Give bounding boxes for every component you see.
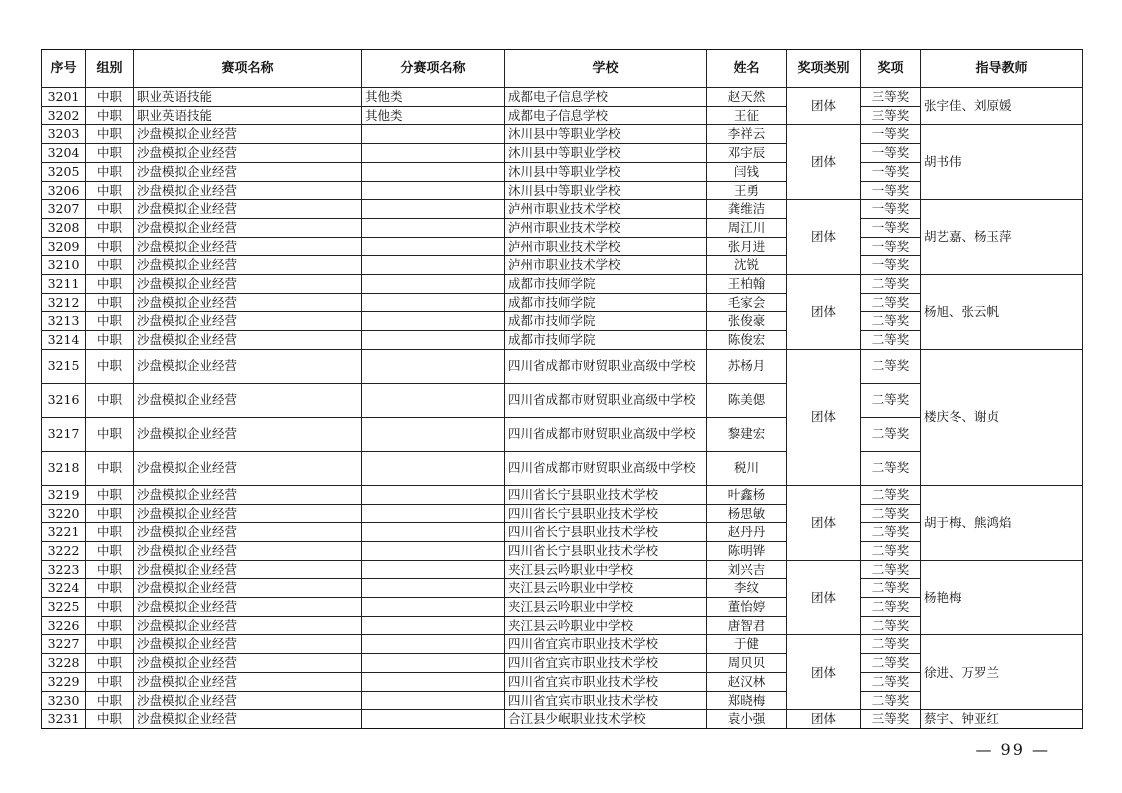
- cell-group: 中职: [86, 275, 134, 294]
- cell-group: 中职: [86, 598, 134, 617]
- cell-sub-event: [362, 616, 505, 635]
- cell-sub-event: [362, 349, 505, 383]
- cell-group: 中职: [86, 710, 134, 729]
- cell-event: 沙盘模拟企业经营: [134, 417, 362, 451]
- cell-group: 中职: [86, 293, 134, 312]
- cell-event: 沙盘模拟企业经营: [134, 654, 362, 673]
- cell-group: 中职: [86, 560, 134, 579]
- cell-teacher: 胡艺嘉、杨玉萍: [921, 200, 1083, 275]
- col-header-teacher: 指导教师: [921, 50, 1083, 88]
- cell-school: 四川省成都市财贸职业高级中学校: [505, 349, 707, 383]
- cell-group: 中职: [86, 654, 134, 673]
- cell-school: 四川省长宁县职业技术学校: [505, 523, 707, 542]
- cell-sub-event: [362, 451, 505, 485]
- cell-award: 一等奖: [861, 162, 921, 181]
- cell-no: 3221: [42, 523, 86, 542]
- cell-award: 一等奖: [861, 200, 921, 219]
- cell-award: 一等奖: [861, 218, 921, 237]
- cell-name: 李纹: [707, 579, 787, 598]
- cell-school: 泸州市职业技术学校: [505, 200, 707, 219]
- cell-group: 中职: [86, 88, 134, 107]
- cell-award-category: 团体: [787, 125, 861, 200]
- cell-group: 中职: [86, 162, 134, 181]
- cell-group: 中职: [86, 106, 134, 125]
- cell-sub-event: [362, 598, 505, 617]
- cell-group: 中职: [86, 504, 134, 523]
- cell-group: 中职: [86, 383, 134, 417]
- cell-award: 二等奖: [861, 451, 921, 485]
- cell-group: 中职: [86, 485, 134, 504]
- cell-event: 沙盘模拟企业经营: [134, 635, 362, 654]
- cell-sub-event: [362, 523, 505, 542]
- cell-sub-event: [362, 256, 505, 275]
- cell-no: 3218: [42, 451, 86, 485]
- cell-school: 夹江县云吟职业中学校: [505, 598, 707, 617]
- cell-name: 王征: [707, 106, 787, 125]
- cell-group: 中职: [86, 237, 134, 256]
- cell-group: 中职: [86, 200, 134, 219]
- cell-no: 3227: [42, 635, 86, 654]
- cell-sub-event: [362, 144, 505, 163]
- cell-name: 张月进: [707, 237, 787, 256]
- header-row: [42, 50, 1083, 88]
- cell-name: 周贝贝: [707, 654, 787, 673]
- cell-sub-event: [362, 218, 505, 237]
- cell-sub-event: [362, 162, 505, 181]
- cell-no: 3204: [42, 144, 86, 163]
- table-row: [42, 200, 1083, 219]
- cell-no: 3210: [42, 256, 86, 275]
- cell-sub-event: 其他类: [362, 106, 505, 125]
- cell-sub-event: [362, 200, 505, 219]
- cell-name: 苏杨月: [707, 349, 787, 383]
- cell-award: 二等奖: [861, 312, 921, 331]
- cell-award: 一等奖: [861, 125, 921, 144]
- table-row: [42, 349, 1083, 383]
- col-header-award: 奖项: [861, 50, 921, 88]
- cell-award: 一等奖: [861, 144, 921, 163]
- cell-group: 中职: [86, 125, 134, 144]
- table-row: [42, 635, 1083, 654]
- cell-sub-event: [362, 383, 505, 417]
- cell-event: 职业英语技能: [134, 88, 362, 107]
- cell-group: 中职: [86, 349, 134, 383]
- cell-name: 赵汉林: [707, 672, 787, 691]
- cell-award: 一等奖: [861, 181, 921, 200]
- cell-school: 沐川县中等职业学校: [505, 125, 707, 144]
- cell-group: 中职: [86, 579, 134, 598]
- cell-name: 沈锐: [707, 256, 787, 275]
- cell-event: 沙盘模拟企业经营: [134, 710, 362, 729]
- cell-sub-event: [362, 485, 505, 504]
- cell-sub-event: [362, 331, 505, 350]
- cell-group: 中职: [86, 312, 134, 331]
- cell-teacher: 杨艳梅: [921, 560, 1083, 635]
- cell-no: 3205: [42, 162, 86, 181]
- col-header-sub-event: 分赛项名称: [362, 50, 505, 88]
- cell-group: 中职: [86, 144, 134, 163]
- cell-no: 3230: [42, 691, 86, 710]
- cell-name: 毛家会: [707, 293, 787, 312]
- cell-school: 四川省成都市财贸职业高级中学校: [505, 383, 707, 417]
- table-row: [42, 485, 1083, 504]
- cell-no: 3219: [42, 485, 86, 504]
- cell-name: 袁小强: [707, 710, 787, 729]
- cell-teacher: 胡书伟: [921, 125, 1083, 200]
- cell-name: 闫钱: [707, 162, 787, 181]
- cell-award: 一等奖: [861, 256, 921, 275]
- cell-award-category: 团体: [787, 635, 861, 710]
- cell-teacher: 胡于梅、熊鸿焰: [921, 485, 1083, 560]
- cell-event: 职业英语技能: [134, 106, 362, 125]
- cell-school: 成都市技师学院: [505, 312, 707, 331]
- cell-event: 沙盘模拟企业经营: [134, 451, 362, 485]
- cell-group: 中职: [86, 417, 134, 451]
- cell-school: 成都电子信息学校: [505, 88, 707, 107]
- cell-name: 税川: [707, 451, 787, 485]
- cell-event: 沙盘模拟企业经营: [134, 144, 362, 163]
- cell-sub-event: [362, 710, 505, 729]
- cell-no: 3225: [42, 598, 86, 617]
- cell-award: 二等奖: [861, 672, 921, 691]
- cell-name: 邓宇辰: [707, 144, 787, 163]
- cell-school: 夹江县云吟职业中学校: [505, 560, 707, 579]
- cell-award: 二等奖: [861, 293, 921, 312]
- cell-no: 3213: [42, 312, 86, 331]
- cell-school: 泸州市职业技术学校: [505, 237, 707, 256]
- cell-sub-event: [362, 275, 505, 294]
- table-row: [42, 125, 1083, 144]
- cell-no: 3215: [42, 349, 86, 383]
- cell-school: 泸州市职业技术学校: [505, 256, 707, 275]
- table-row: [42, 275, 1083, 294]
- cell-no: 3208: [42, 218, 86, 237]
- cell-sub-event: [362, 579, 505, 598]
- col-header-award-category: 奖项类别: [787, 50, 861, 88]
- cell-no: 3223: [42, 560, 86, 579]
- cell-name: 叶鑫杨: [707, 485, 787, 504]
- cell-no: 3222: [42, 541, 86, 560]
- cell-school: 沐川县中等职业学校: [505, 162, 707, 181]
- table-row: [42, 560, 1083, 579]
- cell-sub-event: [362, 541, 505, 560]
- cell-school: 四川省成都市财贸职业高级中学校: [505, 451, 707, 485]
- cell-teacher: 杨旭、张云帆: [921, 275, 1083, 350]
- cell-group: 中职: [86, 523, 134, 542]
- cell-sub-event: [362, 691, 505, 710]
- cell-school: 四川省宜宾市职业技术学校: [505, 691, 707, 710]
- cell-name: 周江川: [707, 218, 787, 237]
- cell-award: 二等奖: [861, 598, 921, 617]
- cell-name: 王柏翰: [707, 275, 787, 294]
- cell-no: 3212: [42, 293, 86, 312]
- cell-event: 沙盘模拟企业经营: [134, 218, 362, 237]
- cell-group: 中职: [86, 691, 134, 710]
- cell-no: 3201: [42, 88, 86, 107]
- cell-name: 陈美偲: [707, 383, 787, 417]
- col-header-name: 姓名: [707, 50, 787, 88]
- cell-school: 成都电子信息学校: [505, 106, 707, 125]
- cell-award: 二等奖: [861, 349, 921, 383]
- cell-award: 二等奖: [861, 417, 921, 451]
- cell-award: 二等奖: [861, 523, 921, 542]
- cell-sub-event: [362, 417, 505, 451]
- cell-name: 杨思敏: [707, 504, 787, 523]
- cell-teacher: 蔡宇、钟亚红: [921, 710, 1083, 729]
- cell-award: 二等奖: [861, 635, 921, 654]
- cell-award: 二等奖: [861, 654, 921, 673]
- cell-no: 3229: [42, 672, 86, 691]
- cell-event: 沙盘模拟企业经营: [134, 275, 362, 294]
- cell-award-category: 团体: [787, 200, 861, 275]
- cell-school: 夹江县云吟职业中学校: [505, 579, 707, 598]
- cell-award: 二等奖: [861, 383, 921, 417]
- cell-name: 于健: [707, 635, 787, 654]
- cell-event: 沙盘模拟企业经营: [134, 293, 362, 312]
- cell-sub-event: [362, 181, 505, 200]
- cell-sub-event: [362, 312, 505, 331]
- cell-name: 王勇: [707, 181, 787, 200]
- cell-teacher: 楼庆冬、谢贞: [921, 349, 1083, 485]
- cell-event: 沙盘模拟企业经营: [134, 598, 362, 617]
- col-header-event: 赛项名称: [134, 50, 362, 88]
- cell-award: 二等奖: [861, 275, 921, 294]
- cell-award: 二等奖: [861, 541, 921, 560]
- cell-school: 四川省成都市财贸职业高级中学校: [505, 417, 707, 451]
- cell-sub-event: [362, 560, 505, 579]
- cell-no: 3220: [42, 504, 86, 523]
- cell-teacher: 张宇佳、刘原媛: [921, 88, 1083, 125]
- cell-event: 沙盘模拟企业经营: [134, 181, 362, 200]
- cell-award: 二等奖: [861, 691, 921, 710]
- cell-no: 3206: [42, 181, 86, 200]
- cell-group: 中职: [86, 451, 134, 485]
- cell-school: 四川省长宁县职业技术学校: [505, 485, 707, 504]
- cell-group: 中职: [86, 256, 134, 275]
- cell-school: 成都市技师学院: [505, 275, 707, 294]
- cell-award-category: 团体: [787, 560, 861, 635]
- cell-school: 合江县少岷职业技术学校: [505, 710, 707, 729]
- cell-event: 沙盘模拟企业经营: [134, 672, 362, 691]
- cell-event: 沙盘模拟企业经营: [134, 523, 362, 542]
- cell-school: 成都市技师学院: [505, 293, 707, 312]
- cell-school: 沐川县中等职业学校: [505, 144, 707, 163]
- cell-award: 一等奖: [861, 237, 921, 256]
- page-number: — 99 —: [975, 740, 1050, 759]
- cell-no: 3231: [42, 710, 86, 729]
- cell-name: 郑晓梅: [707, 691, 787, 710]
- cell-event: 沙盘模拟企业经营: [134, 691, 362, 710]
- table-row: [42, 710, 1083, 729]
- cell-no: 3228: [42, 654, 86, 673]
- cell-group: 中职: [86, 635, 134, 654]
- cell-event: 沙盘模拟企业经营: [134, 256, 362, 275]
- cell-no: 3224: [42, 579, 86, 598]
- cell-award-category: 团体: [787, 710, 861, 729]
- cell-award: 二等奖: [861, 579, 921, 598]
- cell-name: 龚维洁: [707, 200, 787, 219]
- cell-event: 沙盘模拟企业经营: [134, 237, 362, 256]
- cell-award-category: 团体: [787, 275, 861, 350]
- cell-sub-event: [362, 635, 505, 654]
- cell-event: 沙盘模拟企业经营: [134, 579, 362, 598]
- cell-award-category: 团体: [787, 485, 861, 560]
- cell-name: 赵丹丹: [707, 523, 787, 542]
- cell-school: 四川省长宁县职业技术学校: [505, 541, 707, 560]
- cell-event: 沙盘模拟企业经营: [134, 162, 362, 181]
- cell-no: 3202: [42, 106, 86, 125]
- cell-group: 中职: [86, 331, 134, 350]
- cell-school: 四川省长宁县职业技术学校: [505, 504, 707, 523]
- cell-award: 二等奖: [861, 560, 921, 579]
- cell-school: 成都市技师学院: [505, 331, 707, 350]
- cell-group: 中职: [86, 181, 134, 200]
- cell-teacher: 徐进、万罗兰: [921, 635, 1083, 710]
- cell-group: 中职: [86, 218, 134, 237]
- cell-name: 赵天然: [707, 88, 787, 107]
- cell-award-category: 团体: [787, 349, 861, 485]
- cell-school: 四川省宜宾市职业技术学校: [505, 654, 707, 673]
- cell-name: 唐智君: [707, 616, 787, 635]
- cell-award: 三等奖: [861, 88, 921, 107]
- cell-award: 二等奖: [861, 485, 921, 504]
- cell-school: 四川省宜宾市职业技术学校: [505, 635, 707, 654]
- cell-sub-event: [362, 504, 505, 523]
- cell-award: 三等奖: [861, 106, 921, 125]
- cell-event: 沙盘模拟企业经营: [134, 504, 362, 523]
- cell-sub-event: 其他类: [362, 88, 505, 107]
- col-header-no: 序号: [42, 50, 86, 88]
- cell-school: 夹江县云吟职业中学校: [505, 616, 707, 635]
- cell-event: 沙盘模拟企业经营: [134, 616, 362, 635]
- cell-name: 黎建宏: [707, 417, 787, 451]
- cell-award: 二等奖: [861, 616, 921, 635]
- cell-name: 刘兴吉: [707, 560, 787, 579]
- cell-group: 中职: [86, 672, 134, 691]
- cell-event: 沙盘模拟企业经营: [134, 383, 362, 417]
- cell-name: 董怡婷: [707, 598, 787, 617]
- col-header-school: 学校: [505, 50, 707, 88]
- col-header-group: 组别: [86, 50, 134, 88]
- cell-event: 沙盘模拟企业经营: [134, 560, 362, 579]
- cell-no: 3217: [42, 417, 86, 451]
- cell-sub-event: [362, 654, 505, 673]
- award-table: [41, 49, 1083, 729]
- cell-name: 陈明铧: [707, 541, 787, 560]
- cell-no: 3216: [42, 383, 86, 417]
- cell-school: 四川省宜宾市职业技术学校: [505, 672, 707, 691]
- cell-no: 3209: [42, 237, 86, 256]
- cell-no: 3203: [42, 125, 86, 144]
- cell-event: 沙盘模拟企业经营: [134, 331, 362, 350]
- table-body: [42, 88, 1083, 729]
- cell-group: 中职: [86, 541, 134, 560]
- cell-name: 陈俊宏: [707, 331, 787, 350]
- cell-event: 沙盘模拟企业经营: [134, 312, 362, 331]
- cell-no: 3214: [42, 331, 86, 350]
- cell-award: 三等奖: [861, 710, 921, 729]
- cell-school: 沐川县中等职业学校: [505, 181, 707, 200]
- cell-event: 沙盘模拟企业经营: [134, 125, 362, 144]
- cell-sub-event: [362, 237, 505, 256]
- cell-group: 中职: [86, 616, 134, 635]
- cell-event: 沙盘模拟企业经营: [134, 485, 362, 504]
- cell-award-category: 团体: [787, 88, 861, 125]
- cell-name: 张俊豪: [707, 312, 787, 331]
- cell-school: 泸州市职业技术学校: [505, 218, 707, 237]
- cell-sub-event: [362, 672, 505, 691]
- cell-event: 沙盘模拟企业经营: [134, 349, 362, 383]
- cell-name: 李祥云: [707, 125, 787, 144]
- cell-award: 二等奖: [861, 331, 921, 350]
- cell-no: 3226: [42, 616, 86, 635]
- cell-no: 3207: [42, 200, 86, 219]
- cell-event: 沙盘模拟企业经营: [134, 541, 362, 560]
- table-row: [42, 88, 1083, 107]
- cell-no: 3211: [42, 275, 86, 294]
- cell-award: 二等奖: [861, 504, 921, 523]
- cell-event: 沙盘模拟企业经营: [134, 200, 362, 219]
- cell-sub-event: [362, 293, 505, 312]
- cell-sub-event: [362, 125, 505, 144]
